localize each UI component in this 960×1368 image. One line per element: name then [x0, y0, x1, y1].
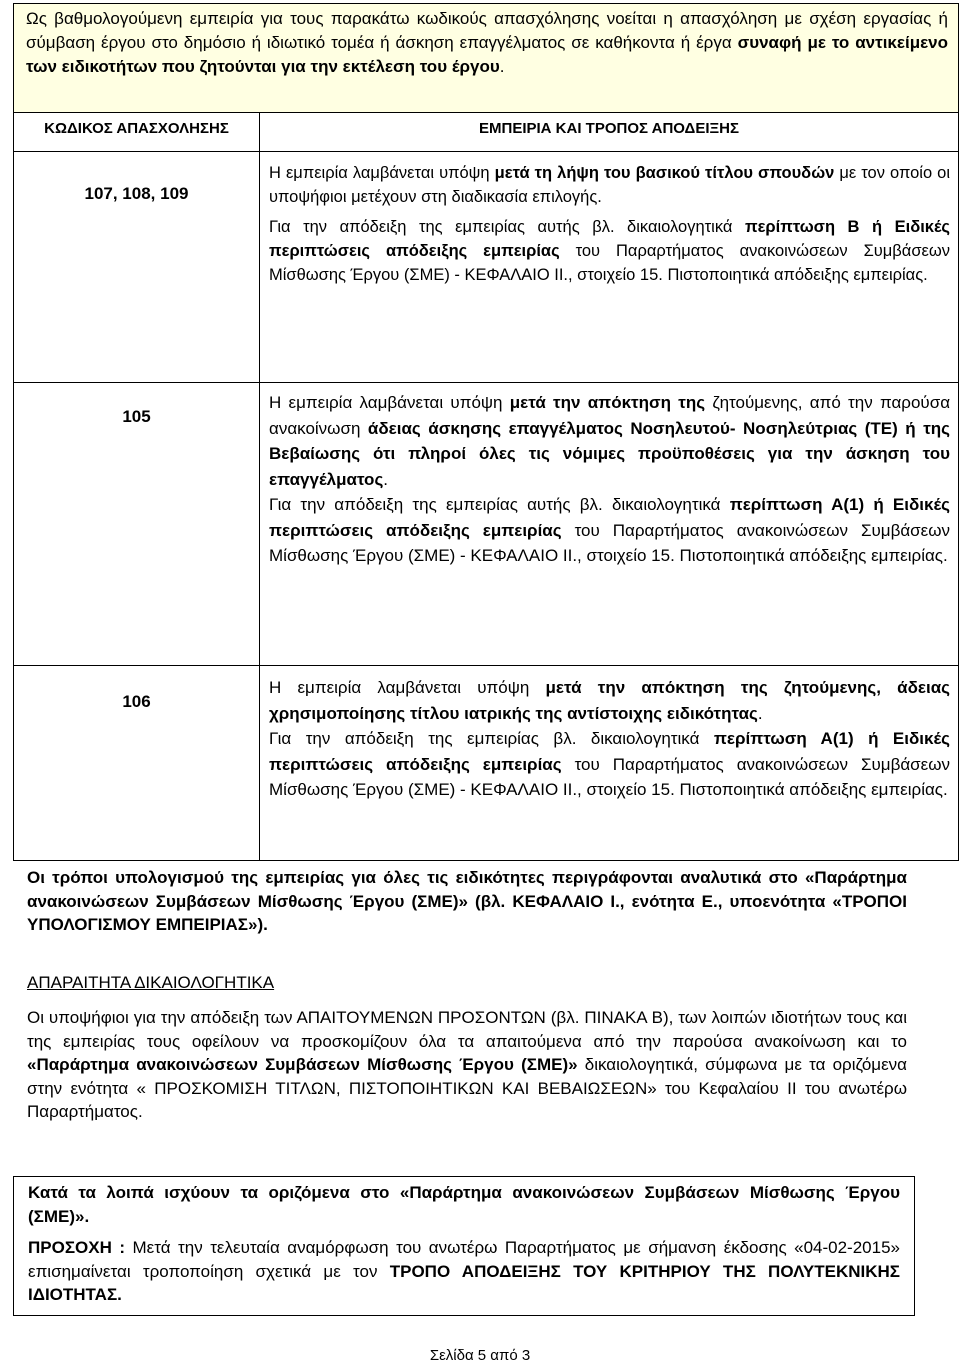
intro-bold-text: συναφή με το αντικείμενο των ειδικοτήτων που ζητούνται για την εκτέλεση του έργου — [26, 33, 949, 76]
required-docs-heading: ΑΠΑΡΑΙΤΗΤΑ ΔΙΚΑΙΟΛΟΓΗΤΙΚΑ — [27, 973, 275, 992]
experience-rule: Η εμπειρία λαμβάνεται υπόψη μετά την απόκτηση της ζητούμενης, άδειας χρησιμοποίησης τίτλου ιατρικής της αντίστοιχης ειδικότητας. — [269, 678, 951, 723]
employment-code: 107, 108, 109 — [14, 152, 260, 383]
experience-proof: Για την απόδειξη της εμπειρίας βλ. δικαιολογητικά περίπτωση Α(1) ή Ειδικές περιπτώσεις απόδειξης εμπειρίας του Παραρτήματος ανακοινώσεων Συμβάσεων Μίσθωσης Έργου (ΣΜΕ) - ΚΕΦΑΛΑΙΟ ΙΙ., στοιχείο 15. Πιστοποιητικά απόδειξης εμπειρίας. — [269, 729, 951, 799]
experience-table — [13, 3, 959, 861]
intro-paragraph — [14, 4, 959, 113]
employment-code: 106 — [14, 666, 260, 861]
experience-proof: Για την απόδειξη της εμπειρίας αυτής βλ. δικαιολογητικά περίπτωση Β ή Ειδικές περιπτώσεις απόδειξης εμπειρίας του Παραρτήματος ανακοινώσεων Συμβάσεων Μίσθωσης Έργου (ΣΜΕ) - ΚΕΦΑΛΑΙΟ ΙΙ., στοιχείο 15. Πιστοποιητικά απόδειξης εμπειρίας. — [269, 218, 951, 284]
experience-rule: Η εμπειρία λαμβάνεται υπόψη μετά την απόκτηση της ζητούμενης, από την παρούσα ανακοίνωση άδειας άσκησης επαγγέλματος Νοσηλευτού- Νοσηλεύτριας (ΤΕ) ή της Βεβαίωσης ότι πληροί όλες τις νόμιμες προϋποθέσεις για την άσκηση του επαγγέλματος. — [269, 393, 951, 489]
experience-cell — [260, 383, 959, 666]
notice-box — [13, 1176, 915, 1316]
notice-line: Κατά τα λοιπά ισχύουν τα οριζόμενα στο «Παράρτημα ανακοινώσεων Συμβάσεων Μίσθωσης Έργου (ΣΜΕ)». — [28, 1183, 900, 1226]
required-docs-paragraph: Οι υποψήφιοι για την απόδειξη των ΑΠΑΙΤΟΥΜΕΝΩΝ ΠΡΟΣΟΝΤΩΝ (βλ. ΠΙΝΑΚΑ Β), των λοιπών ιδιοτήτων τους και της εμπειρίας τους οφείλουν να προσκομίζουν όλα τα απαιτούμενα από την παρούσα ανακοίνωση και το «Παράρτημα ανακοινώσεων Συμβάσεων Μίσθωσης Έργου (ΣΜΕ)» δικαιολογητικά, σύμφωνα με τα οριζόμενα στην ενότητα « ΠΡΟΣΚΟΜΙΣΗ ΤΙΤΛΩΝ, ΠΙΣΤΟΠΟΙΗΤΙΚΩΝ ΚΑΙ ΒΕΒΑΙΩΣΕΩΝ» του Κεφαλαίου ΙΙ του ανωτέρω Παραρτήματος. — [27, 1008, 907, 1121]
experience-cell — [260, 666, 959, 861]
experience-cell — [260, 152, 959, 383]
employment-code: 105 — [14, 383, 260, 666]
attention-paragraph: ΠΡΟΣΟΧΗ : Μετά την τελευταία αναμόρφωση του ανωτέρω Παραρτήματος με σήμανση έκδοσης «04-02-2015» επισημαίνεται τροποποίηση σχετικά με τον ΤΡΟΠΟ ΑΠΟΔΕΙΞΗΣ ΤΟΥ ΚΡΙΤΗΡΙΟΥ ΤΗΣ ΠΟΛΥΤΕΚΝΙΚΗΣ ΙΔΙΟΤΗΤΑΣ. — [28, 1238, 900, 1304]
experience-rule: Η εμπειρία λαμβάνεται υπόψη μετά τη λήψη του βασικού τίτλου σπουδών με τον οποίο οι υποψήφιοι μετέχουν στη διαδικασία επιλογής. — [269, 164, 951, 206]
intro-text: Ως βαθμολογούμενη εμπειρία για τους παρακάτω κωδικούς απασχόλησης νοείται η απασχόληση με σχέση εργασίας ή σύμβαση έργου στο δημόσιο ή ιδιωτικό τομέα ή άσκηση επαγγέλματος σε καθήκοντα ή έργα — [26, 9, 949, 52]
header-code: ΚΩΔΙΚΟΣ ΑΠΑΣΧΟΛΗΣΗΣ — [14, 113, 260, 152]
experience-proof: Για την απόδειξη της εμπειρίας αυτής βλ. δικαιολογητικά περίπτωση Α(1) ή Ειδικές περιπτώσεις απόδειξης εμπειρίας του Παραρτήματος ανακοινώσεων Συμβάσεων Μίσθωσης Έργου (ΣΜΕ) - ΚΕΦΑΛΑΙΟ ΙΙ., στοιχείο 15. Πιστοποιητικά απόδειξης εμπειρίας. — [269, 495, 951, 565]
page-number: Σελίδα 5 από 3 — [429, 1347, 531, 1364]
intro-text-end: . — [499, 57, 505, 76]
experience-calculation-note: Οι τρόποι υπολογισμού της εμπειρίας για όλες τις ειδικότητες περιγράφονται αναλυτικά στο «Παράρτημα ανακοινώσεων Συμβάσεων Μίσθωσης Έργου (ΣΜΕ)» (βλ. ΚΕΦΑΛΑΙΟ Ι., ενότητα Ε., υποενότητα «ΤΡΟΠΟΙ ΥΠΟΛΟΓΙΣΜΟΥ ΕΜΠΕΙΡΙΑΣ»). — [27, 868, 907, 934]
attention-label: ΠΡΟΣΟΧΗ : — [28, 1238, 126, 1257]
header-experience: ΕΜΠΕΙΡΙΑ ΚΑΙ ΤΡΟΠΟΣ ΑΠΟΔΕΙΞΗΣ — [260, 113, 959, 152]
table-row — [14, 666, 959, 861]
table-row — [14, 152, 959, 383]
table-row — [14, 383, 959, 666]
